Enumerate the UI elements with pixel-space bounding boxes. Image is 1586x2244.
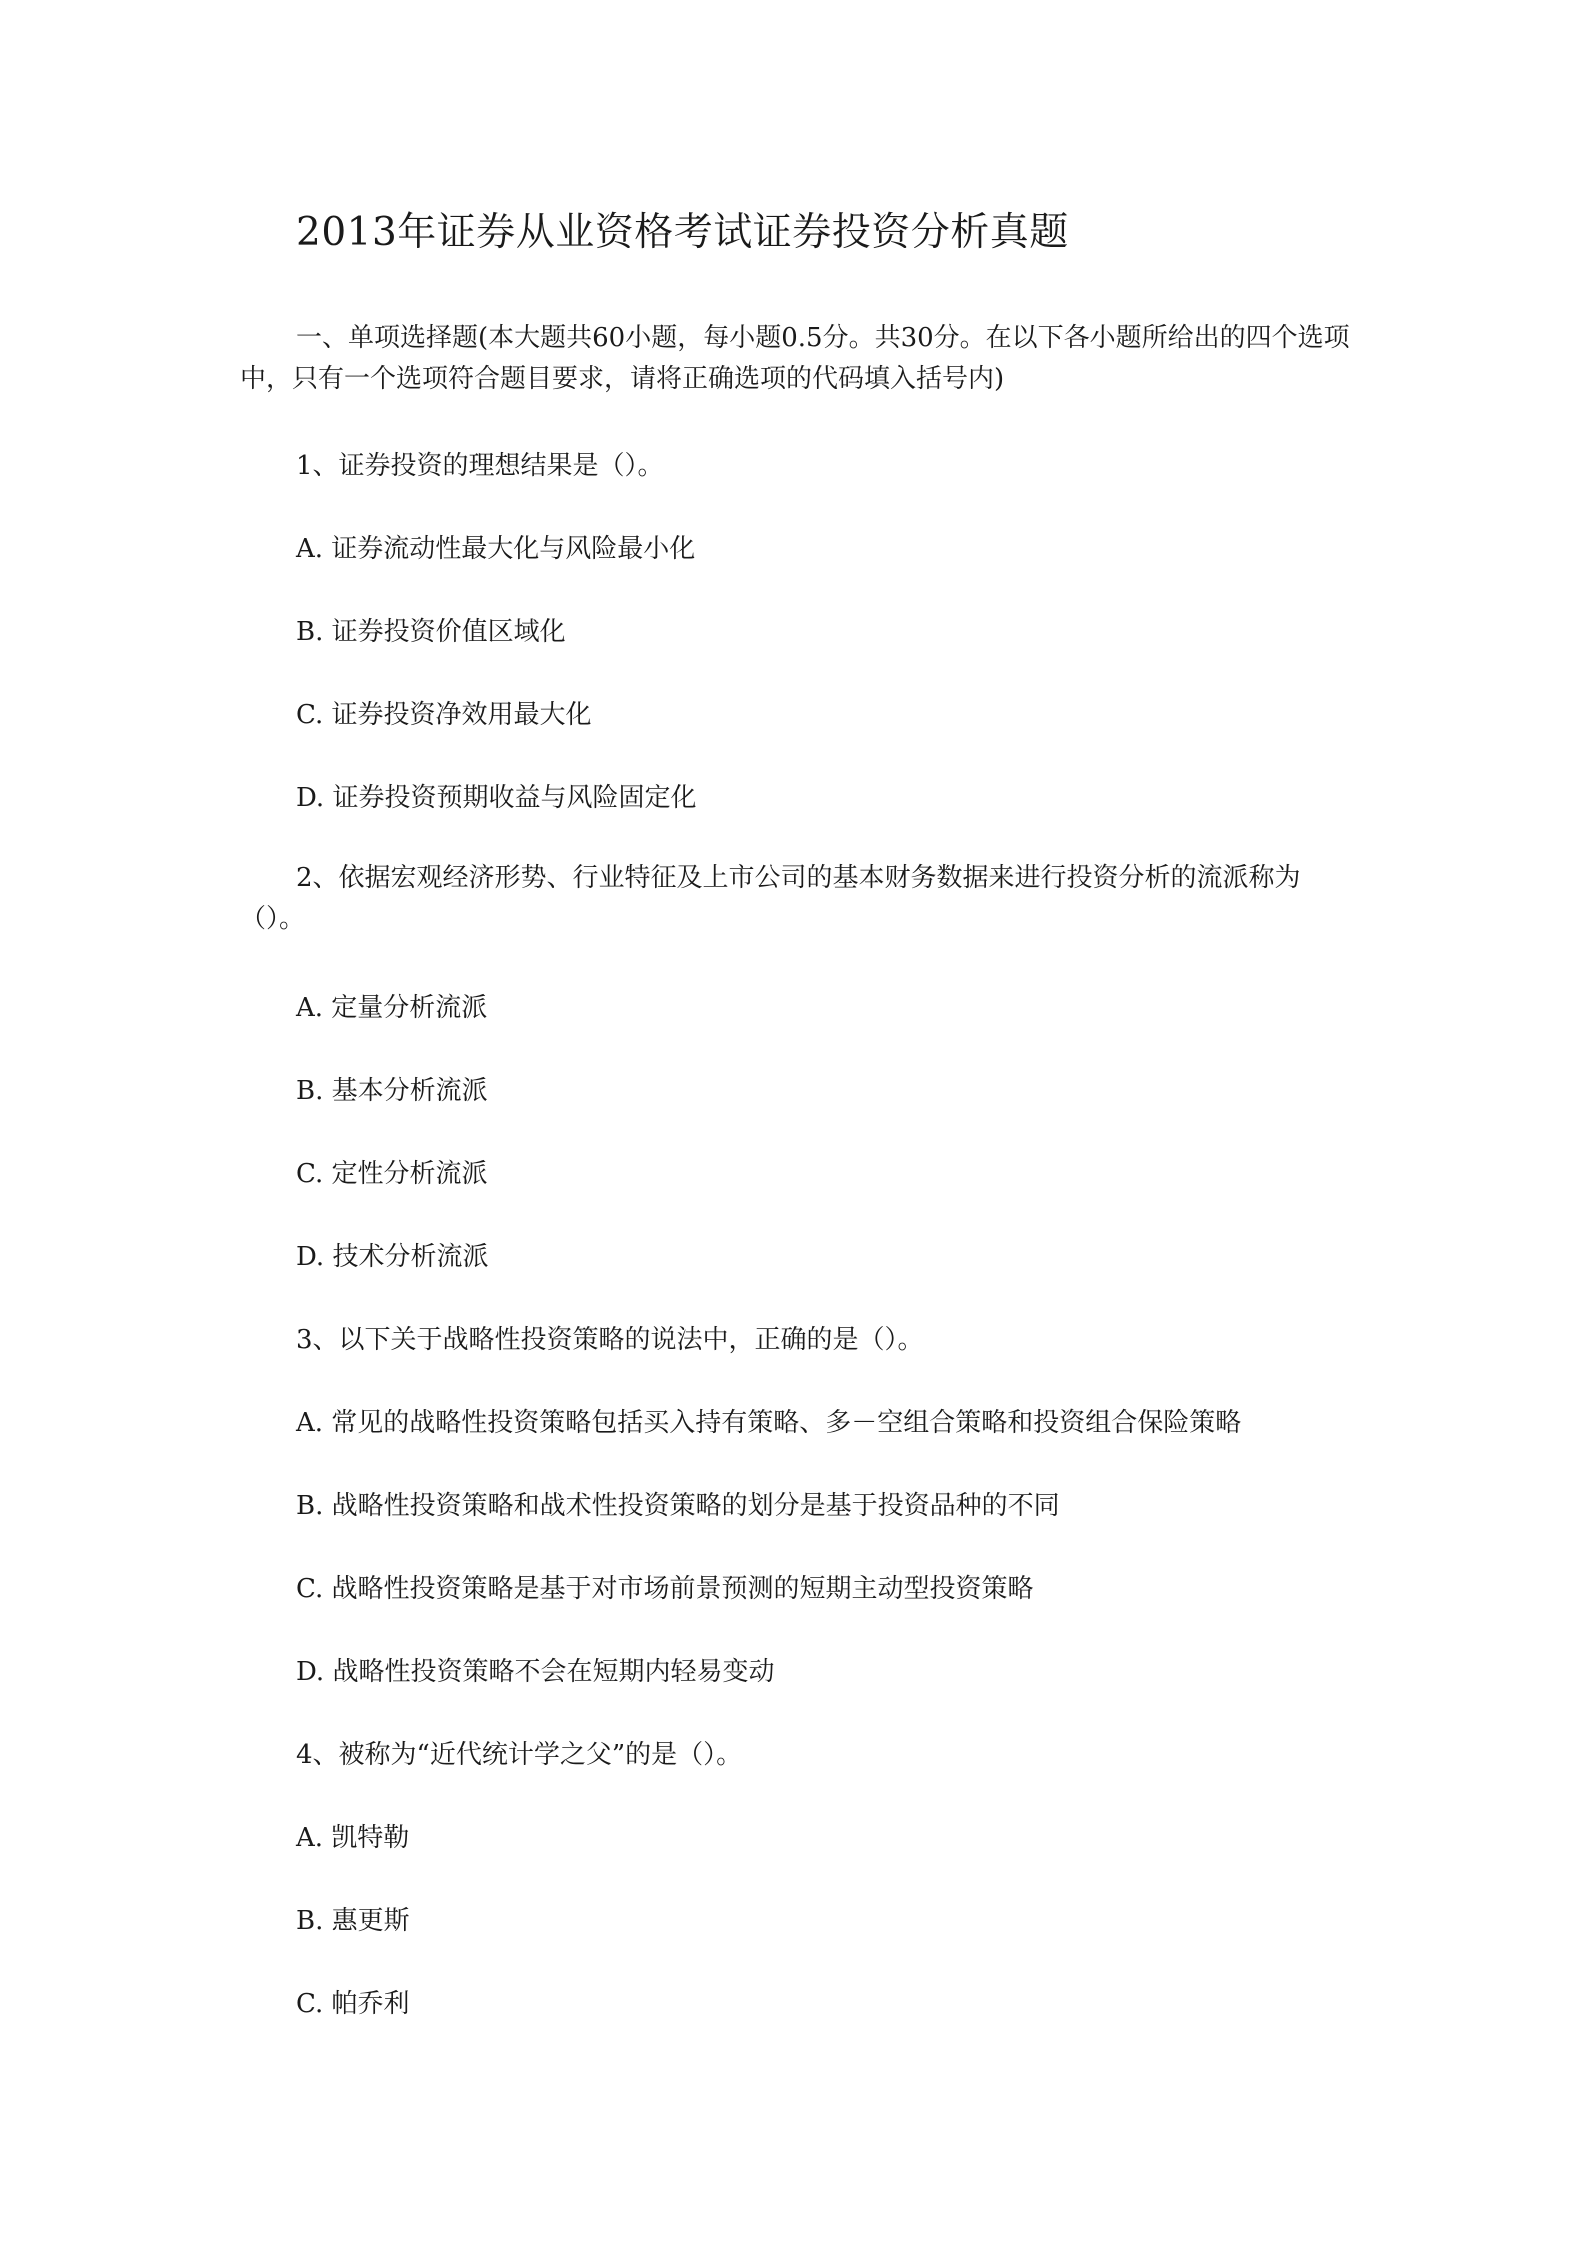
document-title: 2013年证券从业资格考试证券投资分析真题 bbox=[296, 210, 1069, 255]
question-1-option-b: B. 证券投资价值区域化 bbox=[296, 617, 566, 647]
question-3-option-d: D. 战略性投资策略不会在短期内轻易变动 bbox=[296, 1657, 775, 1687]
question-stem-2: 2、依据宏观经济形势、行业特征及上市公司的基本财务数据来进行投资分析的流派称为（）。 bbox=[240, 863, 1301, 934]
question-3-option-a: A. 常见的战略性投资策略包括买入持有策略、多－空组合策略和投资组合保险策略 bbox=[296, 1408, 1242, 1438]
question-stem-3: 3、以下关于战略性投资策略的说法中，正确的是（）。 bbox=[296, 1325, 924, 1355]
question-2-option-a: A. 定量分析流派 bbox=[296, 993, 488, 1023]
question-1-option-a: A. 证券流动性最大化与风险最小化 bbox=[296, 534, 696, 564]
question-3-option-b: B. 战略性投资策略和战术性投资策略的划分是基于投资品种的不同 bbox=[296, 1491, 1060, 1521]
question-2-option-b: B. 基本分析流派 bbox=[296, 1076, 488, 1106]
question-1-option-d: D. 证券投资预期收益与风险固定化 bbox=[296, 783, 697, 813]
section-intro: 一、单项选择题(本大题共60小题，每小题0.5分。共30分。在以下各小题所给出的四个选项中，只有一个选项符合题目要求，请将正确选项的代码填入括号内) bbox=[240, 323, 1350, 394]
question-1-option-c: C. 证券投资净效用最大化 bbox=[296, 700, 592, 730]
question-4-option-a: A. 凯特勒 bbox=[296, 1823, 410, 1853]
question-2-option-c: C. 定性分析流派 bbox=[296, 1159, 488, 1189]
question-4-option-c: C. 帕乔利 bbox=[296, 1989, 410, 2019]
question-stem-4: 4、被称为“近代统计学之父”的是（）。 bbox=[296, 1740, 743, 1770]
question-stem-1: 1、证券投资的理想结果是（）。 bbox=[296, 451, 664, 481]
question-2-option-d: D. 技术分析流派 bbox=[296, 1242, 489, 1272]
question-4-option-b: B. 惠更斯 bbox=[296, 1906, 410, 1936]
question-3-option-c: C. 战略性投资策略是基于对市场前景预测的短期主动型投资策略 bbox=[296, 1574, 1034, 1604]
